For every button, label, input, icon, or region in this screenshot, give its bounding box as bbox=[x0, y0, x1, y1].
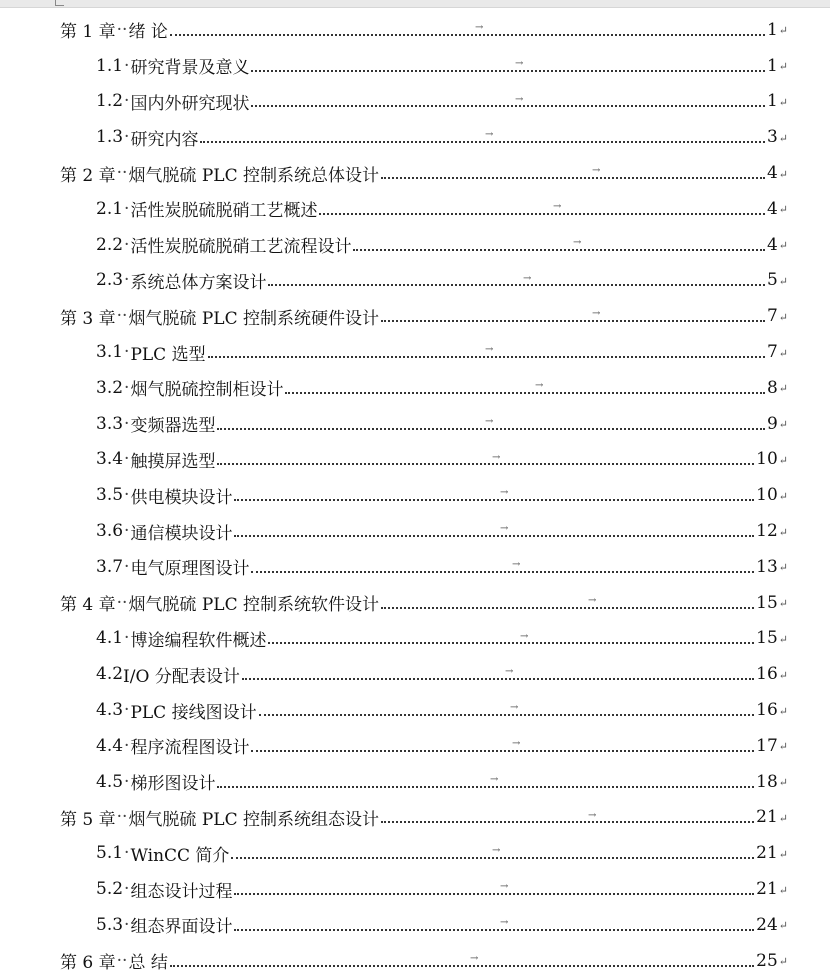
paragraph-mark-icon: ↵ bbox=[778, 561, 788, 575]
toc-entry-title: PLC 选型 bbox=[130, 344, 206, 365]
toc-page-number: 17 bbox=[756, 735, 778, 756]
page-corner-mark bbox=[55, 0, 64, 6]
toc-entry-number: 2.2 bbox=[96, 234, 124, 255]
tab-mark-icon: → bbox=[515, 57, 524, 69]
toc-entry-title: 活性炭脱硫脱硝工艺流程设计 bbox=[130, 237, 352, 258]
toc-entry-title: 国内外研究现状 bbox=[130, 93, 250, 114]
paragraph-mark-icon: ↵ bbox=[778, 489, 788, 503]
toc-dot-leader bbox=[234, 535, 754, 537]
toc-section-entry[interactable] bbox=[0, 406, 830, 442]
toc-page-number: 21 bbox=[756, 843, 778, 864]
tab-mark-icon: → bbox=[588, 809, 597, 821]
tab-mark-icon: → bbox=[592, 165, 601, 177]
paragraph-mark-icon: ↵ bbox=[778, 453, 788, 467]
toc-entry-title: 博途编程软件概述 bbox=[130, 630, 267, 651]
tab-mark-icon: → bbox=[490, 773, 499, 785]
toc-section-entry[interactable] bbox=[0, 48, 830, 84]
paragraph-mark-icon: ↵ bbox=[778, 167, 788, 181]
toc-entry-number: 3.1 bbox=[96, 342, 124, 363]
toc-dot-leader bbox=[251, 571, 754, 573]
toc-entry-separator: · bbox=[124, 521, 130, 542]
toc-dot-leader bbox=[234, 499, 754, 501]
tab-mark-icon: → bbox=[592, 308, 601, 320]
toc-entry-title: 触摸屏选型 bbox=[130, 451, 216, 472]
toc-section-entry[interactable] bbox=[0, 227, 830, 263]
toc-entry-separator: · bbox=[124, 914, 130, 935]
toc-entry-number: 3.3 bbox=[96, 413, 124, 434]
toc-entry-number: 2.1 bbox=[96, 198, 124, 219]
toc-section-entry[interactable] bbox=[0, 442, 830, 478]
toc-section-entry[interactable] bbox=[0, 477, 830, 513]
toc-entry-number: 1.3 bbox=[96, 127, 124, 148]
toc-dot-leader bbox=[234, 893, 754, 895]
toc-page-number: 12 bbox=[756, 521, 778, 542]
toc-dot-leader bbox=[217, 428, 765, 430]
toc-section-entry[interactable] bbox=[0, 334, 830, 370]
toc-entry-number: 3.2 bbox=[96, 377, 124, 398]
toc-section-entry[interactable] bbox=[0, 871, 830, 907]
toc-dot-leader bbox=[200, 141, 765, 143]
toc-dot-leader bbox=[268, 284, 765, 286]
toc-entry-number: 第 4 章 bbox=[60, 595, 116, 616]
toc-page-number: 8 bbox=[766, 377, 778, 398]
toc-section-entry[interactable] bbox=[0, 692, 830, 728]
toc-page-number: 15 bbox=[756, 628, 778, 649]
toc-section-entry[interactable] bbox=[0, 656, 830, 692]
toc-entry-separator: · bbox=[124, 449, 130, 470]
tab-mark-icon: → bbox=[500, 487, 509, 499]
toc-entry-number: 3.5 bbox=[96, 485, 124, 506]
toc-dot-leader bbox=[251, 105, 765, 107]
tab-mark-icon: → bbox=[505, 666, 514, 678]
tab-mark-icon: → bbox=[492, 451, 501, 463]
toc-section-entry[interactable] bbox=[0, 513, 830, 549]
toc-section-entry[interactable] bbox=[0, 835, 830, 871]
toc-page-number: 1 bbox=[766, 55, 778, 76]
paragraph-mark-icon: ↵ bbox=[778, 310, 788, 324]
toc-page-number: 10 bbox=[756, 485, 778, 506]
toc-entry-number: 4.4 bbox=[96, 735, 124, 756]
toc-dot-leader bbox=[381, 607, 754, 609]
toc-entry-separator: · bbox=[124, 700, 130, 721]
toc-entry-separator: · bbox=[124, 270, 130, 291]
ruler-bar bbox=[0, 0, 830, 8]
toc-page-number: 1 bbox=[766, 19, 778, 40]
toc-entry-separator: · bbox=[124, 556, 130, 577]
toc-entry-separator: · bbox=[124, 342, 130, 363]
toc-dot-leader bbox=[242, 678, 754, 680]
toc-section-entry[interactable] bbox=[0, 119, 830, 155]
toc-entry-number: 2.3 bbox=[96, 270, 124, 291]
toc-entry-title: 研究背景及意义 bbox=[130, 58, 250, 79]
tab-mark-icon: → bbox=[520, 630, 529, 642]
toc-entry-separator: · bbox=[124, 413, 130, 434]
paragraph-mark-icon: ↵ bbox=[778, 740, 788, 754]
toc-entry-title: 组态界面设计 bbox=[130, 917, 233, 938]
toc-dot-leader bbox=[234, 929, 754, 931]
toc-page-number: 21 bbox=[756, 879, 778, 900]
toc-dot-leader bbox=[170, 965, 754, 967]
toc-section-entry[interactable] bbox=[0, 621, 830, 657]
toc-page-number: 15 bbox=[756, 592, 778, 613]
toc-entry-separator: ·· bbox=[116, 807, 128, 828]
tab-mark-icon: → bbox=[485, 415, 494, 427]
tab-mark-icon: → bbox=[492, 845, 501, 857]
tab-mark-icon: → bbox=[485, 344, 494, 356]
toc-chapter-entry[interactable] bbox=[0, 800, 830, 836]
paragraph-mark-icon: ↵ bbox=[778, 239, 788, 253]
paragraph-mark-icon: ↵ bbox=[778, 668, 788, 682]
toc-entry-title: WinCC 简介 bbox=[130, 845, 230, 866]
paragraph-mark-icon: ↵ bbox=[778, 203, 788, 217]
paragraph-mark-icon: ↵ bbox=[778, 847, 788, 861]
toc-entry-title: 供电模块设计 bbox=[130, 487, 233, 508]
tab-mark-icon: → bbox=[485, 129, 494, 141]
toc-section-entry[interactable] bbox=[0, 191, 830, 227]
toc-entry-title: 烟气脱硫 PLC 控制系统总体设计 bbox=[128, 165, 379, 186]
toc-page-number: 21 bbox=[756, 807, 778, 828]
toc-page-number: 3 bbox=[766, 127, 778, 148]
paragraph-mark-icon: ↵ bbox=[778, 883, 788, 897]
paragraph-mark-icon: ↵ bbox=[778, 632, 788, 646]
toc-dot-leader bbox=[268, 642, 754, 644]
tab-mark-icon: → bbox=[553, 200, 562, 212]
paragraph-mark-icon: ↵ bbox=[778, 919, 788, 933]
toc-entry-number: 第 6 章 bbox=[60, 953, 116, 974]
toc-dot-leader bbox=[353, 249, 765, 251]
paragraph-mark-icon: ↵ bbox=[778, 597, 788, 611]
toc-entry-number: 第 3 章 bbox=[60, 308, 116, 329]
tab-mark-icon: → bbox=[500, 916, 509, 928]
paragraph-mark-icon: ↵ bbox=[778, 418, 788, 432]
paragraph-mark-icon: ↵ bbox=[778, 60, 788, 74]
toc-page-number: 7 bbox=[766, 342, 778, 363]
toc-entry-separator: · bbox=[124, 735, 130, 756]
toc-entry-title: 总 结 bbox=[128, 953, 168, 974]
toc-entry-title: 组态设计过程 bbox=[130, 881, 233, 902]
toc-entry-number: 1.1 bbox=[96, 55, 124, 76]
toc-chapter-entry[interactable] bbox=[0, 943, 830, 979]
toc-entry-number: 5.3 bbox=[96, 914, 124, 935]
toc-chapter-entry[interactable] bbox=[0, 12, 830, 48]
toc-entry-title: PLC 接线图设计 bbox=[130, 702, 257, 723]
toc-entry-separator: ·· bbox=[116, 19, 128, 40]
paragraph-mark-icon: ↵ bbox=[778, 704, 788, 718]
toc-entry-separator: · bbox=[124, 234, 130, 255]
toc-dot-leader bbox=[217, 463, 754, 465]
paragraph-mark-icon: ↵ bbox=[778, 131, 788, 145]
tab-mark-icon: → bbox=[573, 236, 582, 248]
toc-page-number: 25 bbox=[756, 950, 778, 971]
paragraph-mark-icon: ↵ bbox=[778, 274, 788, 288]
toc-entry-title: 烟气脱硫 PLC 控制系统软件设计 bbox=[128, 595, 379, 616]
toc-page-number: 5 bbox=[766, 270, 778, 291]
toc-entry-title: 烟气脱硫 PLC 控制系统组态设计 bbox=[128, 809, 379, 830]
toc-entry-separator: · bbox=[124, 91, 130, 112]
toc-dot-leader bbox=[381, 821, 754, 823]
toc-dot-leader bbox=[251, 750, 754, 752]
toc-dot-leader bbox=[259, 714, 755, 716]
toc-entry-number: 第 1 章 bbox=[60, 22, 116, 43]
toc-dot-leader bbox=[217, 786, 754, 788]
toc-page-number: 7 bbox=[766, 306, 778, 327]
toc-entry-number: 5.2 bbox=[96, 879, 124, 900]
paragraph-mark-icon: ↵ bbox=[778, 776, 788, 790]
tab-mark-icon: → bbox=[500, 523, 509, 535]
toc-dot-leader bbox=[381, 177, 765, 179]
tab-mark-icon: → bbox=[512, 737, 521, 749]
toc-entry-number: 3.6 bbox=[96, 521, 124, 542]
tab-mark-icon: → bbox=[470, 952, 479, 964]
tab-mark-icon: → bbox=[510, 702, 519, 714]
toc-section-entry[interactable] bbox=[0, 728, 830, 764]
toc-dot-leader bbox=[231, 857, 754, 859]
toc-section-entry[interactable] bbox=[0, 907, 830, 943]
toc-entry-separator: · bbox=[124, 198, 130, 219]
toc-entry-number: 4.3 bbox=[96, 700, 124, 721]
toc-entry-title: 程序流程图设计 bbox=[130, 738, 250, 759]
paragraph-mark-icon: ↵ bbox=[778, 382, 788, 396]
toc-section-entry[interactable] bbox=[0, 764, 830, 800]
toc-dot-leader bbox=[208, 356, 765, 358]
toc-entry-title: 烟气脱硫 PLC 控制系统硬件设计 bbox=[128, 308, 379, 329]
toc-page-number: 4 bbox=[766, 163, 778, 184]
toc-entry-number: 5.1 bbox=[96, 843, 124, 864]
toc-entry-number: 4.2 bbox=[96, 664, 124, 685]
toc-entry-separator: · bbox=[124, 377, 130, 398]
toc-section-entry[interactable] bbox=[0, 370, 830, 406]
toc-entry-separator: · bbox=[124, 879, 130, 900]
toc-dot-leader bbox=[285, 392, 765, 394]
toc-entry-title: 通信模块设计 bbox=[130, 523, 233, 544]
paragraph-mark-icon: ↵ bbox=[778, 955, 788, 969]
toc-dot-leader bbox=[381, 320, 765, 322]
toc-entry-number: 4.5 bbox=[96, 771, 124, 792]
tab-mark-icon: → bbox=[512, 558, 521, 570]
toc-entry-separator: ·· bbox=[116, 306, 128, 327]
toc-entry-separator: ·· bbox=[116, 163, 128, 184]
toc-page-number: 4 bbox=[766, 234, 778, 255]
toc-entry-title: 活性炭脱硫脱硝工艺概述 bbox=[130, 201, 318, 222]
tab-mark-icon: → bbox=[500, 881, 509, 893]
toc-entry-title: 电气原理图设计 bbox=[130, 559, 250, 580]
toc-entry-number: 第 5 章 bbox=[60, 809, 116, 830]
toc-entry-separator: · bbox=[124, 771, 130, 792]
toc-entry-number: 4.1 bbox=[96, 628, 124, 649]
paragraph-mark-icon: ↵ bbox=[778, 811, 788, 825]
toc-chapter-entry[interactable] bbox=[0, 155, 830, 191]
paragraph-mark-icon: ↵ bbox=[778, 346, 788, 360]
toc-entry-title: 烟气脱硫控制柜设计 bbox=[130, 380, 284, 401]
tab-mark-icon: → bbox=[515, 93, 524, 105]
toc-entry-separator: · bbox=[124, 127, 130, 148]
toc-section-entry[interactable] bbox=[0, 549, 830, 585]
toc-dot-leader bbox=[251, 70, 765, 72]
toc-entry-title: 绪 论 bbox=[128, 22, 168, 43]
toc-page-number: 16 bbox=[756, 700, 778, 721]
toc-entry-number: 第 2 章 bbox=[60, 165, 116, 186]
toc-entry-separator: · bbox=[124, 843, 130, 864]
toc-entry-separator: · bbox=[124, 55, 130, 76]
toc-page-number: 4 bbox=[766, 198, 778, 219]
paragraph-mark-icon: ↵ bbox=[778, 24, 788, 38]
paragraph-mark-icon: ↵ bbox=[778, 525, 788, 539]
toc-page-number: 16 bbox=[756, 664, 778, 685]
toc-page-number: 9 bbox=[766, 413, 778, 434]
toc-entry-number: 1.2 bbox=[96, 91, 124, 112]
toc-entry-title: I/O 分配表设计 bbox=[123, 666, 240, 687]
toc-dot-leader bbox=[319, 213, 765, 215]
toc-page-number: 18 bbox=[756, 771, 778, 792]
paragraph-mark-icon: ↵ bbox=[778, 95, 788, 109]
table-of-contents bbox=[0, 12, 830, 979]
toc-entry-title: 系统总体方案设计 bbox=[130, 272, 267, 293]
toc-section-entry[interactable] bbox=[0, 263, 830, 299]
toc-page-number: 13 bbox=[756, 556, 778, 577]
toc-chapter-entry[interactable] bbox=[0, 298, 830, 334]
toc-entry-separator: ·· bbox=[116, 592, 128, 613]
toc-chapter-entry[interactable] bbox=[0, 585, 830, 621]
toc-entry-separator: · bbox=[124, 628, 130, 649]
toc-entry-title: 研究内容 bbox=[130, 129, 199, 150]
toc-entry-separator: · bbox=[124, 485, 130, 506]
toc-dot-leader bbox=[170, 34, 765, 36]
toc-entry-number: 3.4 bbox=[96, 449, 124, 470]
toc-entry-title: 变频器选型 bbox=[130, 416, 216, 437]
tab-mark-icon: → bbox=[535, 379, 544, 391]
toc-page-number: 24 bbox=[756, 914, 778, 935]
tab-mark-icon: → bbox=[475, 22, 484, 33]
tab-mark-icon: → bbox=[588, 594, 597, 606]
toc-section-entry[interactable] bbox=[0, 84, 830, 120]
toc-page-number: 10 bbox=[756, 449, 778, 470]
toc-entry-number: 3.7 bbox=[96, 556, 124, 577]
toc-entry-title: 梯形图设计 bbox=[130, 774, 216, 795]
tab-mark-icon: → bbox=[523, 272, 532, 284]
toc-page-number: 1 bbox=[766, 91, 778, 112]
toc-entry-separator: ·· bbox=[116, 950, 128, 971]
